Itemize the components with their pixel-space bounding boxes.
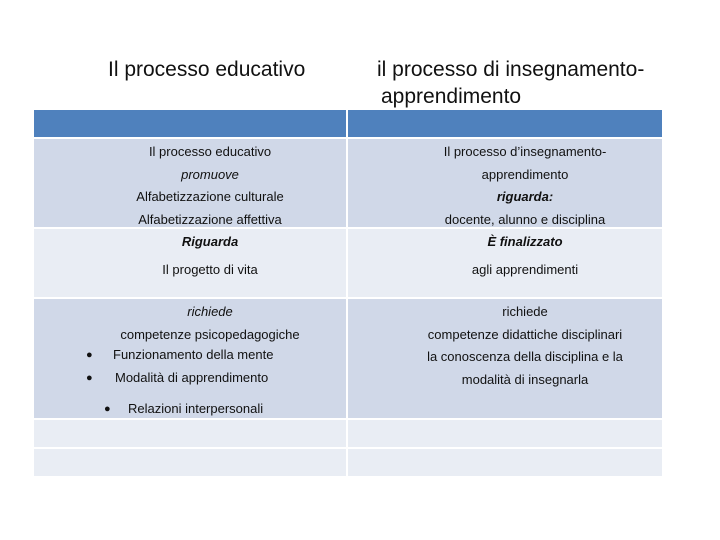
left-cell-line: Il progetto di vita bbox=[162, 262, 258, 277]
right-heading-line2: apprendimento bbox=[381, 85, 522, 108]
left-cell-text: richiede competenze psicopedagogiche bbox=[120, 304, 300, 342]
table-row bbox=[34, 449, 662, 476]
right-cell-text: richiede competenze didattiche disciplinari la conoscenza della disciplina e la modalità di insegnarla bbox=[427, 304, 623, 387]
right-cell-line: agli apprendimenti bbox=[471, 262, 579, 277]
right-heading-line1: il processo di insegnamento- bbox=[377, 58, 645, 81]
right-cell-text: Il processo d’insegnamento- apprendimento riguarda: docente, alunno e disciplina È finalizzato bbox=[443, 144, 607, 249]
bullet-item: Funzionamento della mente bbox=[113, 347, 274, 362]
left-cell-text: Il processo educativo promuove Alfabetizzazione culturale Alfabetizzazione affettiva Riguarda bbox=[136, 144, 284, 249]
bullet-item: Modalità di apprendimento bbox=[115, 370, 269, 385]
bullet-icon: ● bbox=[86, 349, 93, 361]
left-column-heading: Il processo educativo bbox=[108, 58, 306, 81]
table-header-row bbox=[34, 110, 662, 137]
bullet-item: Relazioni interpersonali bbox=[128, 401, 264, 416]
right-column-heading bbox=[377, 56, 697, 110]
table-row bbox=[34, 420, 662, 447]
bullet-icon: ● bbox=[86, 372, 93, 384]
bullet-icon: ● bbox=[104, 403, 111, 415]
